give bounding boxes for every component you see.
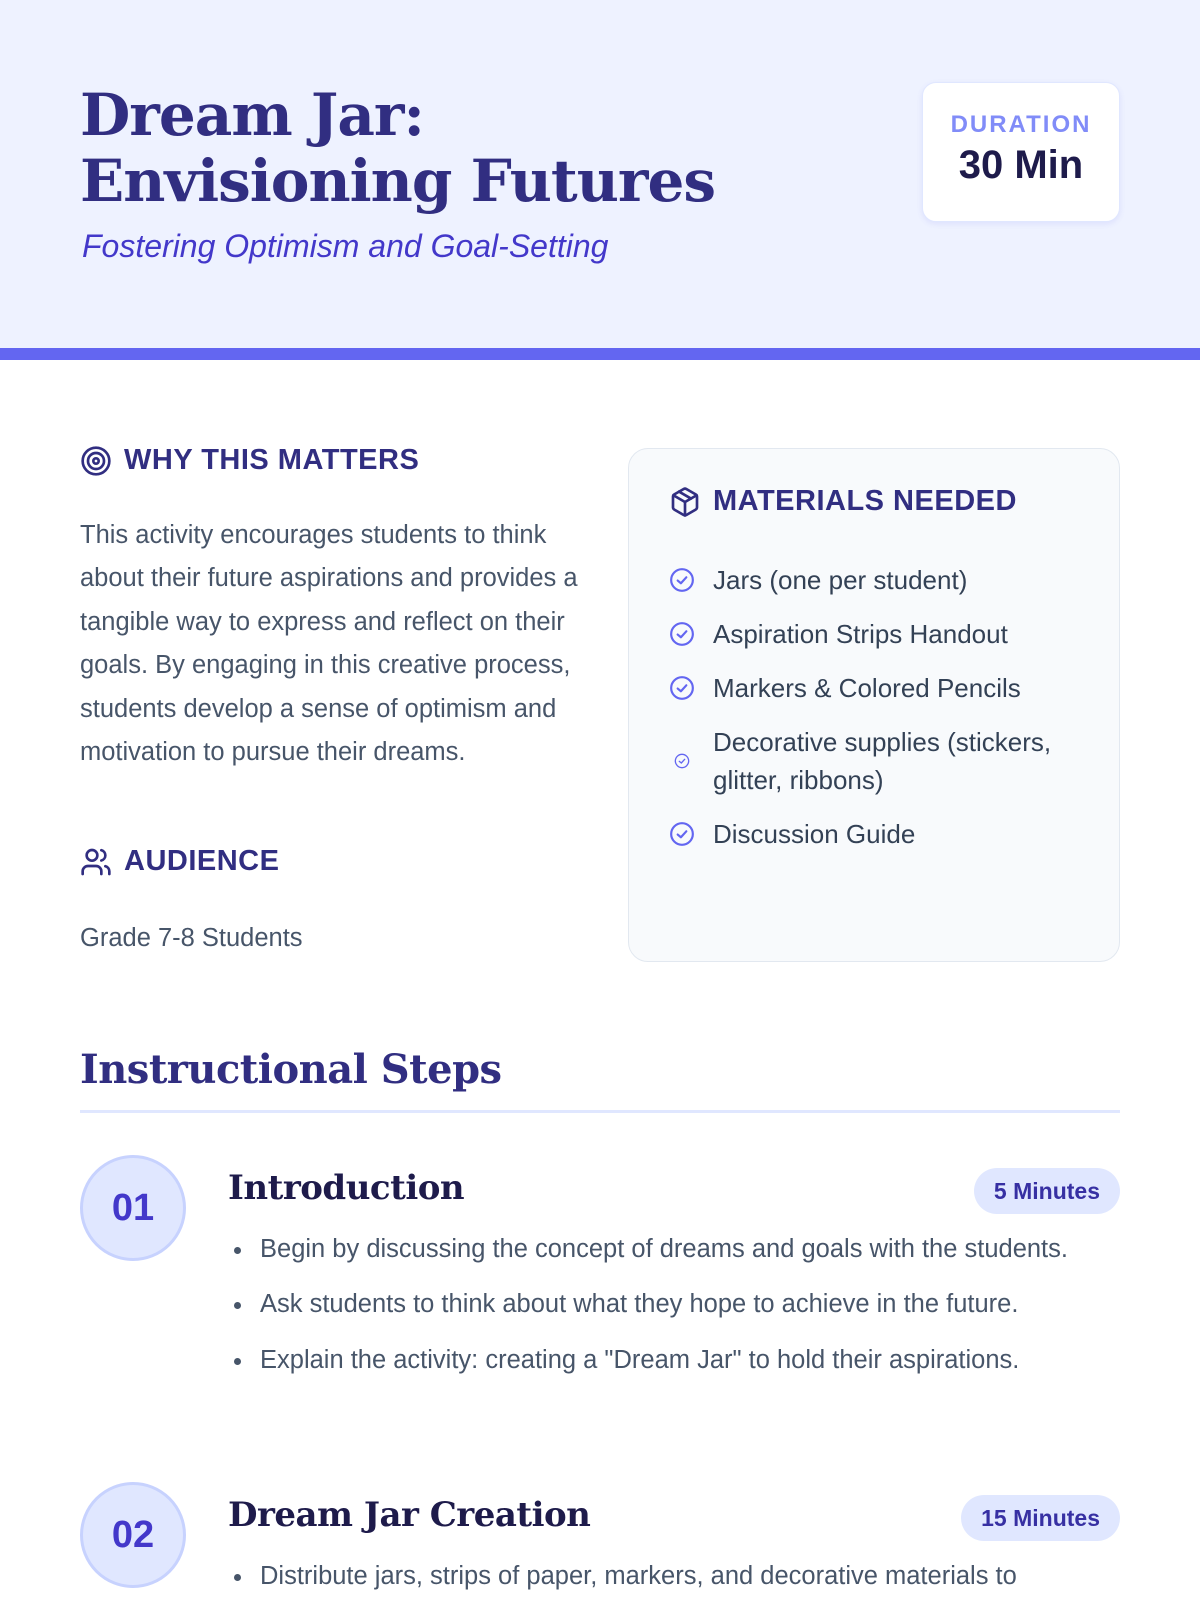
steps-heading: Instructional Steps bbox=[80, 1046, 502, 1093]
audience-heading bbox=[80, 845, 279, 878]
divider bbox=[80, 1110, 1120, 1113]
material-label: Aspiration Strips Handout bbox=[713, 619, 1008, 649]
list-item: Explain the activity: creating a "Dream Jar" to hold their aspirations. bbox=[228, 1339, 1128, 1382]
check-circle-icon bbox=[669, 561, 695, 599]
why-text: This activity encourages students to think about their future aspirations and provides a tangible way to express and reflect on their goals. By engaging in this creative process, students develop a sense of optimism and motivation to pursue their dreams. bbox=[80, 521, 578, 767]
list-item: Ask students to think about what they hope to achieve in the future. bbox=[228, 1283, 1128, 1326]
header-banner bbox=[0, 0, 1200, 360]
materials-heading-label: MATERIALS NEEDED bbox=[713, 485, 1017, 517]
list-item: Begin by discussing the concept of dreams and goals with the students. bbox=[228, 1228, 1128, 1271]
target-icon bbox=[80, 445, 112, 477]
materials-heading bbox=[669, 485, 1017, 518]
audience-heading-label: AUDIENCE bbox=[124, 845, 280, 877]
duration-value: 30 Min bbox=[958, 143, 1084, 187]
duration-card bbox=[922, 82, 1120, 222]
step-duration-badge: 15 Minutes bbox=[961, 1495, 1120, 1541]
step-bullet-list bbox=[228, 1555, 1128, 1600]
list-item: Distribute jars, strips of paper, markers, and decorative materials to bbox=[228, 1555, 1128, 1598]
step-title: Introduction bbox=[228, 1168, 465, 1208]
list-item bbox=[669, 669, 1089, 707]
list-item bbox=[669, 615, 1089, 653]
check-circle-icon bbox=[669, 669, 695, 707]
list-item bbox=[669, 815, 1089, 853]
check-circle-icon bbox=[669, 742, 695, 780]
step-title: Dream Jar Creation bbox=[228, 1495, 591, 1535]
page-subtitle: Fostering Optimism and Goal-Setting bbox=[82, 228, 609, 264]
step-duration-badge: 5 Minutes bbox=[974, 1168, 1120, 1214]
audience-text: Grade 7-8 Students bbox=[80, 924, 303, 952]
material-label: Jars (one per student) bbox=[713, 565, 968, 595]
why-heading bbox=[80, 444, 419, 477]
list-item bbox=[669, 723, 1089, 799]
step-number-badge: 02 bbox=[80, 1482, 186, 1588]
material-label: Discussion Guide bbox=[713, 819, 916, 849]
step-number-badge: 01 bbox=[80, 1155, 186, 1261]
users-icon bbox=[80, 846, 112, 878]
duration-label: DURATION bbox=[950, 111, 1092, 138]
material-label: Decorative supplies (stickers, glitter, ribbons) bbox=[713, 727, 1052, 795]
materials-card bbox=[628, 448, 1120, 962]
material-label: Markers & Colored Pencils bbox=[713, 673, 1021, 703]
list-item bbox=[669, 561, 1089, 599]
materials-list bbox=[669, 561, 1089, 869]
page-title: Dream Jar: Envisioning Futures bbox=[80, 81, 716, 215]
why-heading-label: WHY THIS MATTERS bbox=[124, 444, 420, 476]
step-bullet-list bbox=[228, 1228, 1128, 1394]
check-circle-icon bbox=[669, 615, 695, 653]
package-icon bbox=[669, 486, 701, 518]
check-circle-icon bbox=[669, 815, 695, 853]
